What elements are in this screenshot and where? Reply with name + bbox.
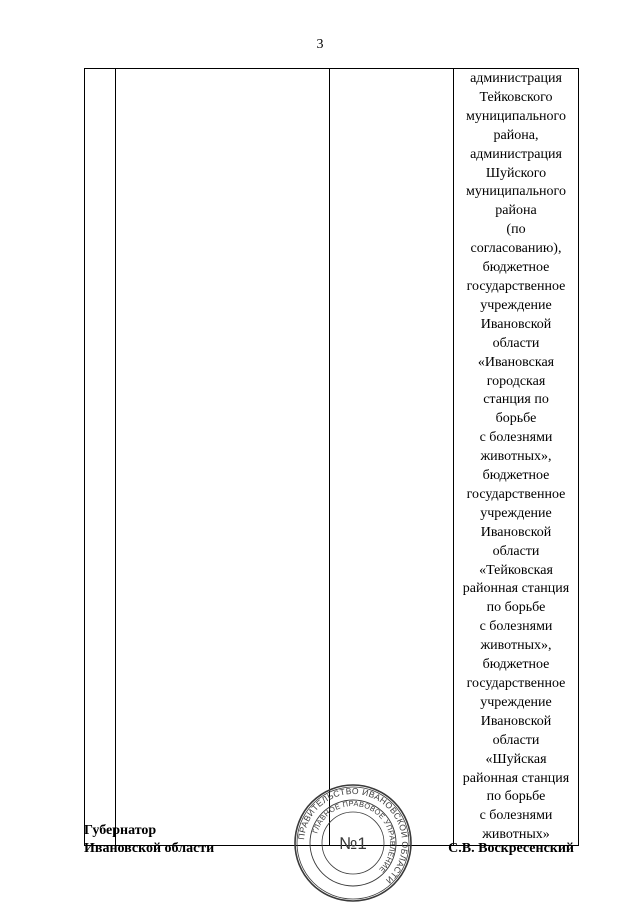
executors-text-line: районная станция xyxy=(462,581,570,597)
executors-text-line: бюджетное xyxy=(482,260,550,276)
executors-text-line: государственное xyxy=(466,676,566,691)
executors-text-line: района xyxy=(495,203,537,219)
executors-text-line: администрация xyxy=(470,146,562,162)
signer-name: С.В. Воскресенский xyxy=(448,841,574,856)
executors-text-line: области xyxy=(492,732,540,748)
table-cell-number xyxy=(85,69,116,846)
executors-text-line: с болезнями xyxy=(479,808,553,824)
executors-text-line: с болезнями xyxy=(479,430,553,446)
document-table xyxy=(84,68,579,846)
executors-text-line: «Тейковская xyxy=(479,562,553,578)
executors-text-line: Ивановской xyxy=(480,713,552,729)
executors-text-line: области xyxy=(492,335,540,351)
executors-text-line: городская xyxy=(486,373,546,389)
official-seal xyxy=(293,783,413,903)
executors-text-line: (по xyxy=(506,222,526,238)
executors-text-line: Ивановской xyxy=(480,316,552,332)
executors-text-line: учреждение xyxy=(480,297,552,313)
executors-text-line: с болезнями xyxy=(479,619,553,635)
executors-text-line: Ивановской xyxy=(480,524,552,540)
executors-text-line: муниципального xyxy=(466,108,566,124)
table-row xyxy=(85,69,579,846)
executors-text-line: борьбе xyxy=(495,411,537,427)
executors-text-line: согласованию), xyxy=(470,241,562,257)
executors-text-line: муниципального xyxy=(466,184,566,200)
executors-text-line: по борьбе xyxy=(486,600,546,616)
executors-text-line: администрация xyxy=(470,71,562,86)
executors-text-line: Шуйского xyxy=(485,165,547,181)
executors-text-line: бюджетное xyxy=(482,657,550,673)
executors-text-line: по борьбе xyxy=(486,789,546,805)
executors-text-line: «Ивановская xyxy=(477,354,555,370)
executors-text-line: района, xyxy=(493,127,539,143)
table-cell-deadline xyxy=(330,69,454,846)
page-number: 3 xyxy=(316,37,324,52)
signature-position-line-2: Ивановской области xyxy=(84,841,215,856)
executors-text-line: станция по xyxy=(483,392,549,408)
executors-text-line: учреждение xyxy=(480,694,552,710)
executors-text xyxy=(454,70,578,845)
executors-text-line: учреждение xyxy=(480,505,552,521)
seal-inner-text: ГЛАВНОЕ ПРАВОВОЕ УПРАВЛЕНИЕ xyxy=(310,798,398,875)
executors-text-line: животных», xyxy=(480,449,552,465)
executors-text-line: «Шуйская xyxy=(485,751,547,767)
executors-text-line: государственное xyxy=(466,278,566,294)
seal-outer-text: ПРАВИТЕЛЬСТВО ИВАНОВСКОЙ ОБЛАСТИ xyxy=(296,785,411,886)
executors-text-line: животных» xyxy=(482,827,550,843)
executors-text-line: государственное xyxy=(466,486,566,502)
executors-text-line: бюджетное xyxy=(482,468,550,484)
executors-text-line: животных», xyxy=(480,638,552,654)
signature-position xyxy=(84,822,214,858)
signature-position-line-1: Губернатор xyxy=(84,823,157,838)
seal-number: №1 xyxy=(339,834,367,853)
executors-text-line: Тейковского xyxy=(479,89,553,105)
executors-text-line: районная станция xyxy=(462,770,570,786)
table-cell-executors xyxy=(454,69,579,846)
executors-text-line: области xyxy=(492,543,540,559)
table-cell-activity xyxy=(116,69,330,846)
